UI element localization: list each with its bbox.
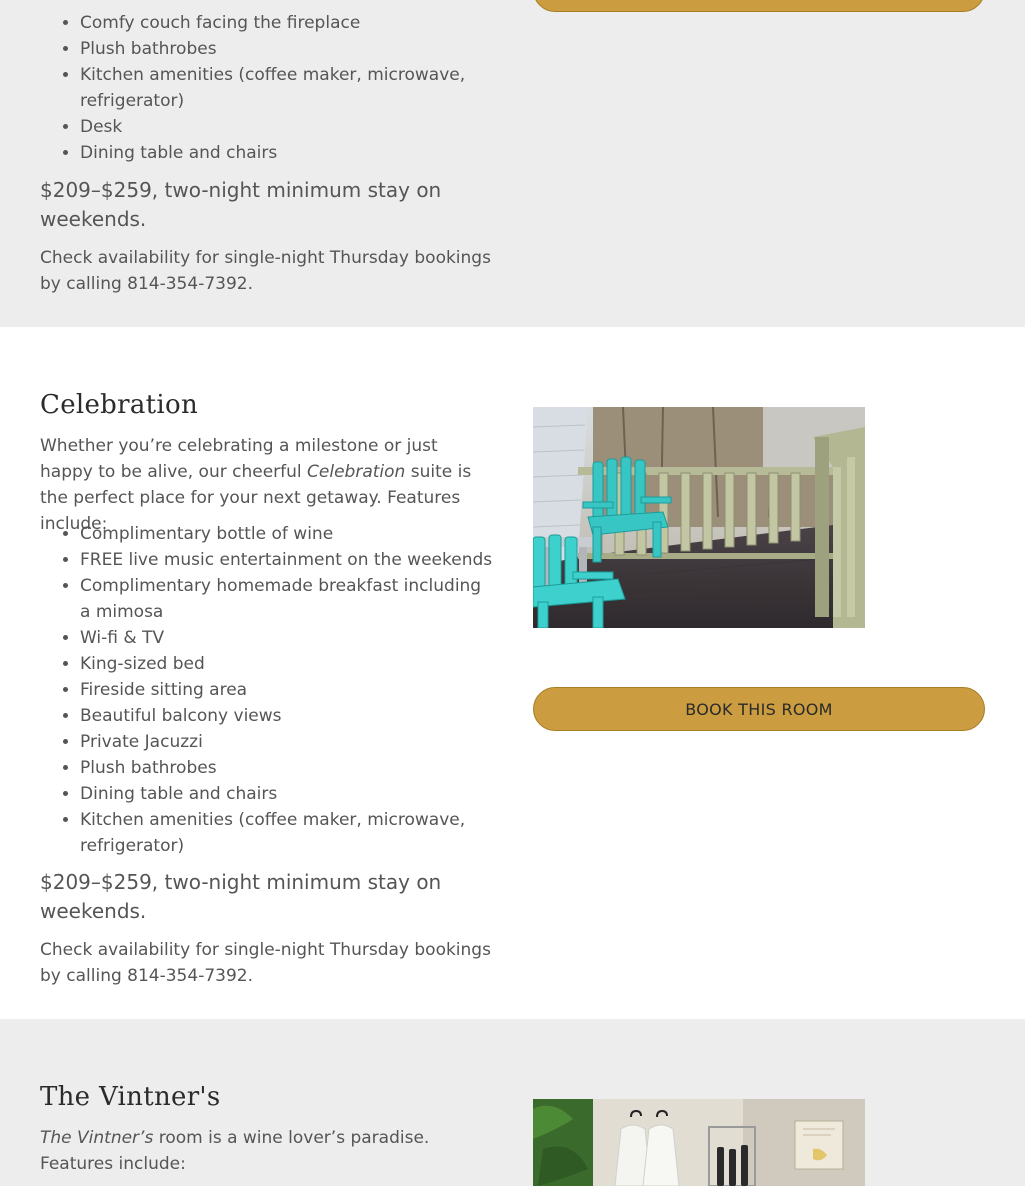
room-section-celebration [0, 327, 1025, 1019]
feature-item: • King-sized bed [80, 651, 495, 677]
book-room-button[interactable] [533, 0, 985, 12]
feature-item: • Plush bathrobes [80, 755, 495, 781]
feature-item: • Plush bathrobes [80, 36, 495, 62]
room-name-emphasis: Celebration [307, 462, 406, 482]
description-text: room is a wine lover’s paradise. Features include: [40, 1128, 430, 1174]
feature-item: • Private Jacuzzi [80, 729, 495, 755]
robes-and-wine-image [533, 1099, 865, 1186]
feature-item: • Wi-fi & TV [80, 625, 495, 651]
description-text: suite is the perfect place for your next getaway. Features include: [40, 462, 472, 534]
feature-item: • FREE live music entertainment on the weekends [80, 547, 495, 573]
feature-item: • Kitchen amenities (coffee maker, microwave, refrigerator) [80, 62, 495, 114]
feature-item: • Desk [80, 114, 495, 140]
room-section-previous [0, 0, 1025, 327]
room-title: The Vintner's [40, 1082, 221, 1112]
feature-item: • Complimentary bottle of wine [80, 521, 495, 547]
room-description [40, 1125, 495, 1177]
room-name-emphasis: The Vintner’s [40, 1128, 154, 1148]
room-section-vintner [0, 1019, 1025, 1186]
feature-item: • Comfy couch facing the fireplace [80, 10, 495, 36]
balcony-chairs-image [533, 407, 865, 628]
room-price: $209–$259, two-night minimum stay on weekends. [40, 178, 442, 231]
feature-item: • Complimentary homemade breakfast including a mimosa [80, 573, 495, 625]
feature-item: • Dining table and chairs [80, 140, 495, 166]
room-photo-balcony [533, 407, 865, 628]
room-availability: Check availability for single-night Thursday bookings by calling 814-354-7392. [40, 940, 491, 986]
feature-item: • Kitchen amenities (coffee maker, microwave, refrigerator) [80, 807, 495, 859]
book-room-button[interactable]: BOOK THIS ROOM [533, 687, 985, 731]
room-details-previous [40, 0, 495, 166]
room-price: $209–$259, two-night minimum stay on weekends. [40, 870, 442, 923]
feature-list [40, 521, 495, 859]
room-availability: Check availability for single-night Thursday bookings by calling 814-354-7392. [40, 248, 491, 294]
feature-item: • Fireside sitting area [80, 677, 495, 703]
room-title: Celebration [40, 390, 199, 420]
room-photo-vintner [533, 1099, 865, 1186]
description-text: Whether you’re celebrating a milestone or just happy to be alive, our cheerful [40, 436, 438, 482]
feature-item: • Dining table and chairs [80, 781, 495, 807]
feature-item: • Beautiful balcony views [80, 703, 495, 729]
feature-list-previous [40, 0, 495, 166]
